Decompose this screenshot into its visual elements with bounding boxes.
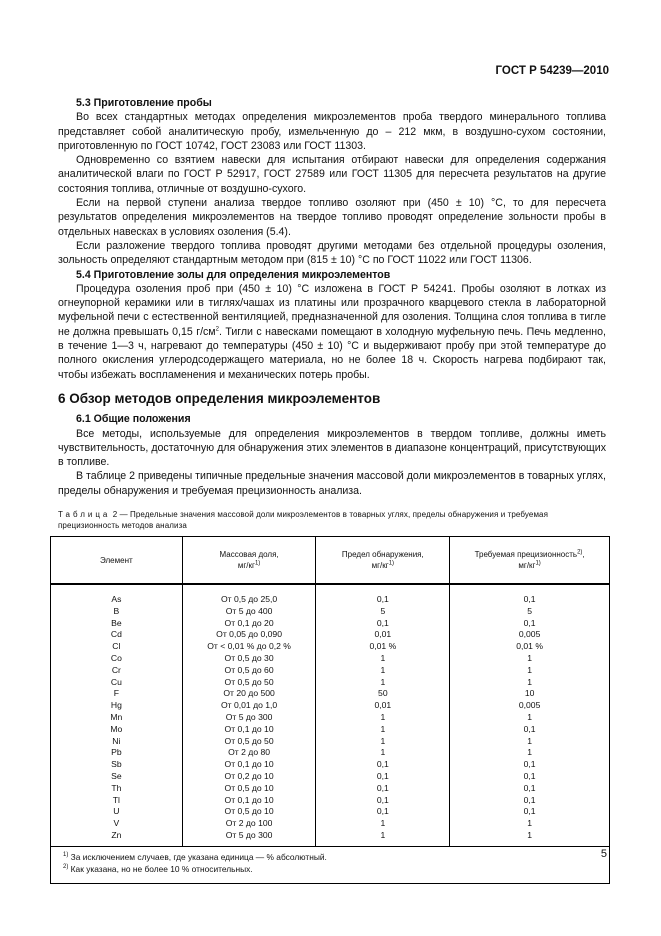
- cell-detection-limit: 50: [316, 688, 450, 700]
- paragraph: Одновременно со взятием навески для испытания отбирают навески для определения содержания аналитической влаги по ГОСТ Р 52917, ГОСТ 27589 или ГОСТ 11305 для пересчета результатов на другие состояния топлива, отличные от воздушно-сухого.: [58, 154, 606, 195]
- cell-element: F: [51, 688, 183, 700]
- footnote-1: $^{1)}$ За исключением случаев, где указана единица — % абсолютный.: [63, 851, 327, 862]
- header-precision: Требуемая прецизионность$^{2)}$, $мг/кг^{1)}$: [450, 537, 610, 585]
- caption-label: Таблица: [58, 510, 111, 520]
- paragraph: Если на первой ступени анализа твердое топливо озоляют при (450 ± 10) °С, то для пересчета результатов определения микроэлементов на твердое топливо проводят определение зольности пробы в отдельных навесках в условиях озоления (5.4).: [58, 197, 606, 238]
- paragraph: Все методы, используемые для определения микроэлементов в твердом топливе, должны иметь чувствительность, достаточную для обнаружения этих элементов в диапазоне концентраций, присутствующих в топливе.: [58, 427, 606, 469]
- cell-mass-fraction: От 0,5 до 60: [182, 665, 316, 677]
- footnote-2: $^{2)}$ Как указана, но не более 10 % относительных.: [63, 863, 253, 874]
- cell-detection-limit: 0,01 %: [316, 641, 450, 653]
- table-row: [51, 736, 610, 748]
- cell-precision: 1: [450, 653, 610, 665]
- table-row: [51, 653, 610, 665]
- cell-precision: 10: [450, 688, 610, 700]
- table-row: [51, 747, 610, 759]
- cell-detection-limit: 1: [316, 677, 450, 689]
- cell-detection-limit: 0,1: [316, 618, 450, 630]
- cell-detection-limit: 1: [316, 712, 450, 724]
- table-row: [51, 677, 610, 689]
- cell-element: B: [51, 606, 183, 618]
- cell-precision: 1: [450, 677, 610, 689]
- cell-precision: 0,1: [450, 795, 610, 807]
- document-header: ГОСТ Р 54239—2010: [495, 65, 609, 77]
- cell-mass-fraction: От 0,2 до 10: [182, 771, 316, 783]
- cell-element: Th: [51, 783, 183, 795]
- table-row: [51, 606, 610, 618]
- cell-precision: 1: [450, 818, 610, 830]
- cell-mass-fraction: От 0,5 до 25,0: [182, 584, 316, 606]
- cell-mass-fraction: От 5 до 300: [182, 712, 316, 724]
- header-detection-limit: Предел обнаружения, $мг/кг^{1)}$: [316, 537, 450, 585]
- cell-detection-limit: 0,01: [316, 629, 450, 641]
- cell-precision: 0,1: [450, 783, 610, 795]
- cell-mass-fraction: От 5 до 400: [182, 606, 316, 618]
- cell-precision: 1: [450, 712, 610, 724]
- cell-element: As: [51, 584, 183, 606]
- cell-precision: 0,01 %: [450, 641, 610, 653]
- cell-element: Hg: [51, 700, 183, 712]
- table-row: [51, 759, 610, 771]
- cell-precision: 1: [450, 736, 610, 748]
- cell-precision: 0,005: [450, 700, 610, 712]
- cell-precision: 0,1: [450, 759, 610, 771]
- cell-detection-limit: 0,1: [316, 795, 450, 807]
- section-5-3-title: 5.3 Приготовление пробы: [76, 97, 212, 109]
- cell-mass-fraction: От 0,5 до 50: [182, 677, 316, 689]
- section-5-4-title: 5.4 Приготовление золы для определения микроэлементов: [76, 268, 391, 281]
- cell-element: Pb: [51, 747, 183, 759]
- cell-mass-fraction: От 2 до 100: [182, 818, 316, 830]
- cell-mass-fraction: От 0,5 до 30: [182, 653, 316, 665]
- cell-detection-limit: 0,1: [316, 584, 450, 606]
- cell-precision: 1: [450, 747, 610, 759]
- paragraph: [58, 282, 606, 382]
- cell-detection-limit: 0,1: [316, 806, 450, 818]
- cell-precision: 1: [450, 830, 610, 846]
- cell-precision: 0,005: [450, 629, 610, 641]
- table-row: [51, 830, 610, 846]
- table-row: [51, 771, 610, 783]
- cell-element: V: [51, 818, 183, 830]
- table-row: [51, 712, 610, 724]
- cell-detection-limit: 1: [316, 736, 450, 748]
- table-row: [51, 629, 610, 641]
- page-number: 5: [600, 848, 607, 860]
- cell-element: U: [51, 806, 183, 818]
- cell-precision: 0,1: [450, 618, 610, 630]
- cell-element: Sb: [51, 759, 183, 771]
- cell-mass-fraction: От 0,5 до 10: [182, 806, 316, 818]
- cell-mass-fraction: От < 0,01 % до 0,2 %: [182, 641, 316, 653]
- cell-detection-limit: 1: [316, 653, 450, 665]
- table-row: [51, 584, 610, 606]
- cell-element: Cd: [51, 629, 183, 641]
- paragraph: Если разложение твердого топлива проводят другими методами без отдельной процедуры озоления, зольность определяют стандартным методом при (815 ± 10) °С по ГОСТ 11022 или ГОСТ 11306.: [58, 239, 606, 267]
- header-element: Элемент: [51, 537, 183, 585]
- cell-element: Co: [51, 653, 183, 665]
- table-row: [51, 641, 610, 653]
- table-row: [51, 618, 610, 630]
- text: Процедура озоления проб при (450 ± 10) °С изложена в ГОСТ Р 54241. Пробы озоляют в лотках из огнеупорной керамики или в тиглях/чашах из платины или прозрачного кварцевого стекла в лабораторной муфельной печи с естественной вентиляцией, предназначенной для озоления. Толщина слоя топлива в тигле не должна превышать 0,15 г/см: [58, 282, 606, 338]
- cell-detection-limit: 1: [316, 830, 450, 846]
- cell-detection-limit: 5: [316, 606, 450, 618]
- cell-element: Zn: [51, 830, 183, 846]
- cell-precision: 1: [450, 665, 610, 677]
- cell-mass-fraction: От 0,1 до 20: [182, 618, 316, 630]
- page-content: [58, 96, 606, 884]
- table-caption: [58, 510, 606, 531]
- cell-mass-fraction: От 0,05 до 0,090: [182, 629, 316, 641]
- caption-text: 2 — Предельные значения массовой доли микроэлементов в товарных углях, пределы обнаружения и требуемая прецизионность методов анализа: [58, 510, 549, 530]
- cell-element: Se: [51, 771, 183, 783]
- table-row: [51, 665, 610, 677]
- header-mass-fraction: Массовая доля, $мг/кг^{1)}$: [182, 537, 316, 585]
- table-row: [51, 806, 610, 818]
- table-row: [51, 795, 610, 807]
- cell-mass-fraction: От 20 до 500: [182, 688, 316, 700]
- cell-mass-fraction: От 0,5 до 50: [182, 736, 316, 748]
- cell-detection-limit: 1: [316, 665, 450, 677]
- cell-precision: 0,1: [450, 724, 610, 736]
- cell-detection-limit: 0,1: [316, 771, 450, 783]
- table-row: [51, 700, 610, 712]
- cell-precision: 5: [450, 606, 610, 618]
- data-table: [50, 536, 610, 884]
- cell-precision: 0,1: [450, 771, 610, 783]
- cell-mass-fraction: От 5 до 300: [182, 830, 316, 846]
- cell-mass-fraction: От 0,1 до 10: [182, 795, 316, 807]
- cell-element: Mn: [51, 712, 183, 724]
- cell-element: Mo: [51, 724, 183, 736]
- section-6-1-title: 6.1 Общие положения: [76, 413, 191, 426]
- table-row: [51, 688, 610, 700]
- cell-mass-fraction: От 0,1 до 10: [182, 724, 316, 736]
- cell-element: Cr: [51, 665, 183, 677]
- table-footnotes: [51, 846, 610, 883]
- cell-detection-limit: 0,1: [316, 783, 450, 795]
- cell-detection-limit: 1: [316, 818, 450, 830]
- table-row: [51, 818, 610, 830]
- table-row: [51, 724, 610, 736]
- cell-mass-fraction: От 2 до 80: [182, 747, 316, 759]
- superscript: 2: [215, 326, 219, 333]
- cell-mass-fraction: От 0,5 до 10: [182, 783, 316, 795]
- cell-detection-limit: 1: [316, 724, 450, 736]
- table-row: [51, 783, 610, 795]
- cell-detection-limit: 0,1: [316, 759, 450, 771]
- cell-detection-limit: 1: [316, 747, 450, 759]
- cell-element: Ni: [51, 736, 183, 748]
- cell-mass-fraction: От 0,1 до 10: [182, 759, 316, 771]
- cell-element: Be: [51, 618, 183, 630]
- cell-precision: 0,1: [450, 584, 610, 606]
- text: . Тигли с навесками помещают в холодную муфельную печь. Печь медленно, в течение 1—3 ч, нагревают до температуры (450 ± 10) °С и выдерживают пробу при этой температуре до полного окисления углеродсодержащего материала, но не более 18 ч. Скорость нагрева подбирают так, чтобы избежать воспламенения и механических потерь пробы.: [58, 325, 606, 381]
- paragraph: В таблице 2 приведены типичные предельные значения массовой доли микроэлементов в товарных углях, пределы обнаружения и требуемая прецизионность анализа.: [58, 470, 606, 497]
- paragraph: Во всех стандартных методах определения микроэлементов проба твердого минерального топлива представляет собой аналитическую пробу, измельченную до – 212 мкм, в воздушно-сухом состоянии, приготовленную по ГОСТ 10742, ГОСТ 23083 или ГОСТ 11303.: [58, 111, 606, 152]
- cell-element: Tl: [51, 795, 183, 807]
- cell-detection-limit: 0,01: [316, 700, 450, 712]
- cell-element: Cl: [51, 641, 183, 653]
- cell-mass-fraction: От 0,01 до 1,0: [182, 700, 316, 712]
- cell-precision: 0,1: [450, 806, 610, 818]
- section-6-title: 6 Обзор методов определения микроэлементов: [58, 390, 381, 406]
- cell-element: Cu: [51, 677, 183, 689]
